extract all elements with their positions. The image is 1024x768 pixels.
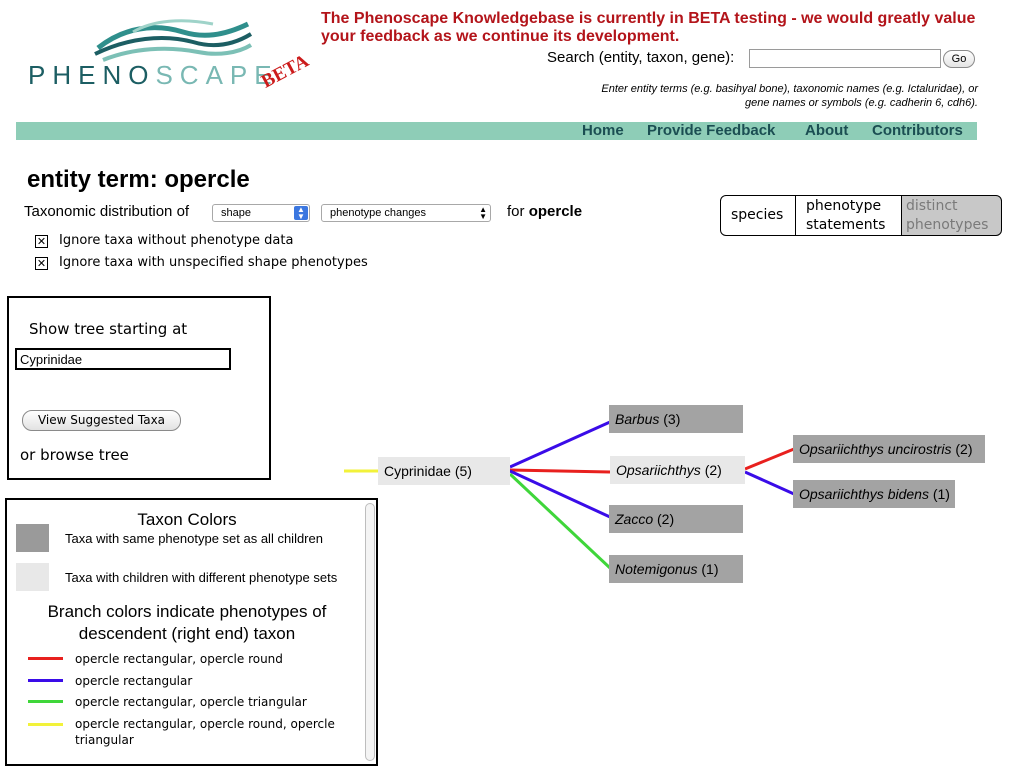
for-prefix: for xyxy=(507,203,525,220)
checkbox-checked-icon[interactable]: ✕ xyxy=(36,235,47,248)
tree-node-notemigonus[interactable] xyxy=(609,555,743,583)
node-count: (1) xyxy=(932,486,950,502)
nav-contributors[interactable]: Contributors xyxy=(872,122,963,139)
legend-title: Taxon Colors xyxy=(137,510,237,529)
node-count: (2) xyxy=(955,441,973,457)
tree-node-o-bidens[interactable] xyxy=(793,480,955,508)
branch-legend-label: opercle rectangular, opercle round xyxy=(75,652,283,666)
branch-barbus xyxy=(510,422,610,467)
node-count: (2) xyxy=(704,462,722,478)
ignore-no-data-option[interactable] xyxy=(35,233,293,248)
node-name: Cyprinidae xyxy=(384,463,451,479)
branch-color-line xyxy=(28,723,63,726)
view-suggested-taxa-button[interactable]: View Suggested Taxa xyxy=(22,410,181,431)
toggle-species[interactable]: species xyxy=(720,195,796,236)
page-title: entity term: opercle xyxy=(27,166,250,193)
tree-node-zacco[interactable] xyxy=(609,505,743,533)
nav-home[interactable]: Home xyxy=(582,122,624,139)
nav-about[interactable]: About xyxy=(805,122,849,139)
select-arrows-icon: ▲ ▼ xyxy=(294,206,308,220)
select-arrows-icon: ▲ ▼ xyxy=(479,205,487,221)
node-count: (2) xyxy=(657,511,675,527)
tree-node-opsariichthys[interactable] xyxy=(610,456,745,484)
measure-select[interactable] xyxy=(321,204,491,222)
nav-provide-feedback[interactable]: Provide Feedback xyxy=(647,122,776,139)
checkbox-label: Ignore taxa without phenotype data xyxy=(59,233,294,248)
node-count: (1) xyxy=(701,561,719,577)
tree-start-input[interactable] xyxy=(15,348,231,370)
branch-zacco xyxy=(510,471,610,517)
node-name: Opsariichthys bidens xyxy=(799,486,929,502)
different-sets-label: Taxa with children with different phenotype sets xyxy=(65,570,338,585)
logo-wordmark xyxy=(28,60,279,91)
for-entity: opercle xyxy=(528,203,583,220)
tree-node-barbus[interactable] xyxy=(609,405,743,433)
view-toggle xyxy=(720,195,1002,238)
same-set-swatch xyxy=(16,524,49,552)
browse-tree-label: or browse tree xyxy=(20,446,129,464)
search-input[interactable] xyxy=(749,49,941,68)
toggle-phenotype-statements[interactable]: phenotype statements xyxy=(795,195,902,236)
nav-bar xyxy=(16,122,977,140)
beta-badge: BETA xyxy=(258,50,313,93)
logo-text-dark: PHENO xyxy=(28,60,156,90)
node-name: Opsariichthys xyxy=(616,462,701,478)
phenoscape-logo[interactable] xyxy=(28,18,313,110)
node-count: (5) xyxy=(454,463,472,479)
quality-select[interactable] xyxy=(212,204,310,222)
branch-legend-label: opercle rectangular, opercle round, opercle triangular xyxy=(75,717,335,747)
measure-select-value: phenotype changes xyxy=(330,207,427,219)
branch-opsariichthys xyxy=(510,470,610,472)
different-sets-swatch xyxy=(16,563,49,591)
beta-notice: The Phenoscape Knowledgebase is currently in BETA testing - we would greatly value your feedback as we continue its development. xyxy=(321,10,976,45)
node-count: (3) xyxy=(663,411,681,427)
legend-panel xyxy=(5,498,378,766)
search-label: Search (entity, taxon, gene): xyxy=(547,49,735,66)
branch-o-uncirostris xyxy=(745,449,794,469)
same-set-label: Taxa with same phenotype set as all children xyxy=(65,531,323,546)
distribution-label: Taxonomic distribution of xyxy=(24,203,190,220)
tree-start-label: Show tree starting at xyxy=(29,320,188,338)
tree-start-panel xyxy=(7,296,271,480)
node-name: Barbus xyxy=(615,411,660,427)
branch-legend-label: opercle rectangular xyxy=(75,674,193,688)
wave-logo-icon xyxy=(93,18,253,62)
branch-color-line xyxy=(28,657,63,660)
ignore-unspecified-option[interactable] xyxy=(35,255,368,270)
tree-node-root[interactable] xyxy=(378,457,510,485)
logo-text-light: SCAPE xyxy=(155,60,279,90)
go-button[interactable]: Go xyxy=(943,50,975,68)
checkbox-label: Ignore taxa with unspecified shape phenotypes xyxy=(59,255,368,270)
branch-notemigonus xyxy=(510,474,610,568)
toggle-distinct-phenotypes[interactable]: distinct phenotypes xyxy=(901,195,1002,236)
branch-legend-label: opercle rectangular, opercle triangular xyxy=(75,695,307,709)
branch-color-line xyxy=(28,679,63,682)
node-name: Zacco xyxy=(615,511,654,527)
branch-color-description: Branch colors indicate phenotypes of descendent (right end) taxon xyxy=(47,602,327,643)
search-hint: Enter entity terms (e.g. basihyal bone), taxonomic names (e.g. Ictaluridae), or gene names or symbols (e.g. cadherin 6, cdh6). xyxy=(601,83,978,109)
node-name: Opsariichthys uncirostris xyxy=(799,441,952,457)
branch-o-bidens xyxy=(745,472,794,494)
branch-color-line xyxy=(28,700,63,703)
quality-select-value: shape xyxy=(221,207,251,219)
for-entity-label xyxy=(507,203,582,220)
node-name: Notemigonus xyxy=(615,561,698,577)
tree-node-o-uncirostris[interactable] xyxy=(793,435,985,463)
checkbox-checked-icon[interactable]: ✕ xyxy=(36,257,47,270)
